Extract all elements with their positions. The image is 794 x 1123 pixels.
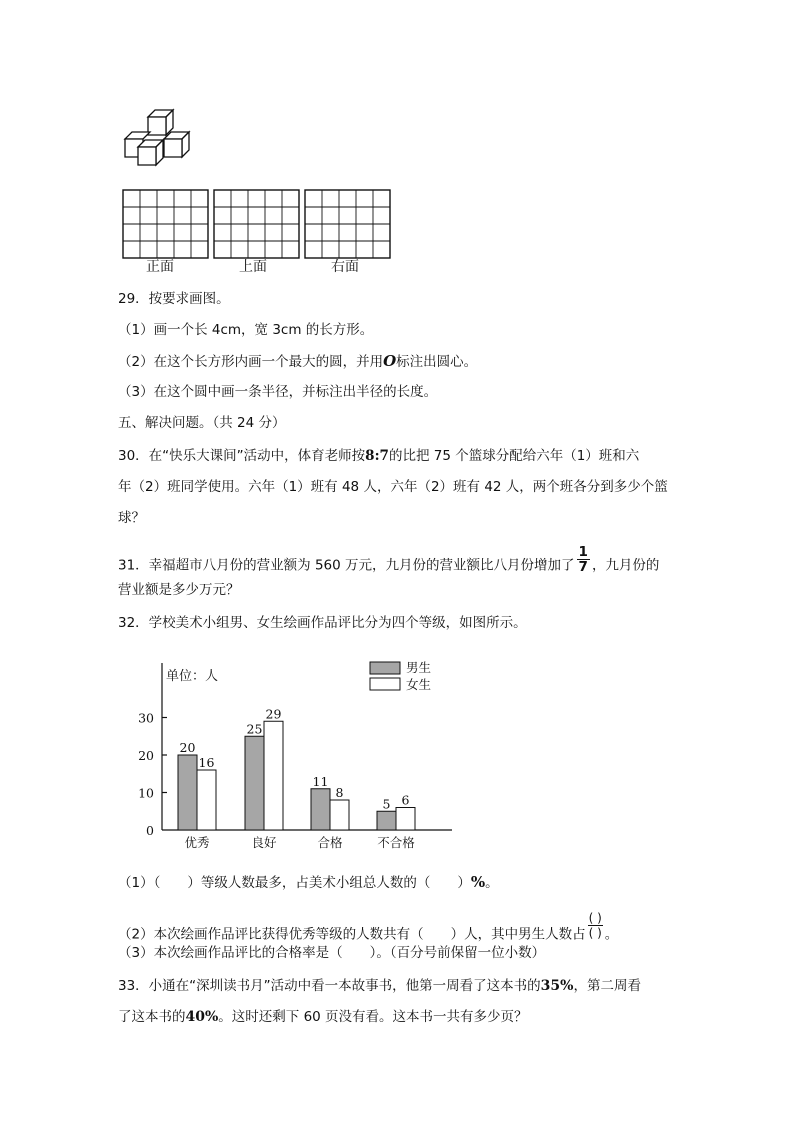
y-tick-label-3: 30	[138, 710, 154, 726]
top-view-label: 上面	[239, 259, 267, 275]
q29-line3: （3）在这个圆中画一条半径，并标注出半径的长度。	[118, 384, 438, 400]
q30-line1-text-a: 30．在“快乐大课间”活动中，体育老师按	[118, 448, 366, 464]
q32-title: 32．学校美术小组男、女生绘画作品评比分为四个等级，如图所示。	[118, 615, 527, 631]
q29-line1: （1）画一个长 4cm，宽 3cm 的长方形。	[118, 322, 374, 338]
q29-line2	[118, 351, 477, 372]
cube-figure	[118, 103, 208, 171]
data-label-girls-0: 16	[198, 755, 215, 770]
legend-swatch-girls	[370, 678, 400, 690]
q31-line1	[118, 544, 660, 580]
q33-line2-text-b: 。这时还剩下 60 页没有看。这本书一共有多少页？	[218, 1009, 528, 1025]
q33-line1	[118, 976, 641, 996]
q31-line1-text-b: ，九月份的	[591, 557, 660, 574]
bar-girls-0	[197, 770, 216, 830]
chart-unit-label: 单位：人	[166, 669, 219, 684]
q33-line2	[118, 1007, 528, 1027]
q30-line1	[118, 446, 639, 466]
y-tick-label-2: 20	[138, 748, 154, 763]
bar-boys-1	[245, 736, 264, 830]
q31-fraction-denominator: 7	[578, 559, 588, 575]
legend-swatch-boys	[370, 662, 400, 674]
category-label-3: 不合格	[377, 835, 415, 850]
data-label-boys-2: 11	[312, 773, 329, 789]
q30-line3: 球？	[118, 510, 145, 526]
data-label-girls-1: 29	[265, 706, 282, 722]
q31-line2: 营业额是多少万元？	[118, 582, 240, 598]
q29-title: 29．按要求画图。	[118, 291, 230, 307]
bar-boys-0	[178, 755, 197, 830]
data-label-boys-0: 20	[179, 740, 196, 755]
section5-title: 五、解决问题。（共 24 分）	[118, 415, 286, 431]
ratio-value: 8:7	[365, 448, 389, 464]
legend-label-boys: 男生	[406, 660, 432, 675]
percent-sign: %	[470, 873, 486, 891]
q32-sub3: （3）本次绘画作品评比的合格率是（ ）。（百分号前保留一位小数）	[118, 945, 546, 961]
q32-blank-fraction	[588, 911, 603, 940]
data-label-girls-3: 6	[401, 792, 410, 808]
q33-line1-text-b: ，第二周看	[573, 978, 641, 994]
q31-fraction	[577, 545, 590, 574]
y-tick-label-0: 0	[146, 823, 154, 838]
y-tick-label-1: 10	[138, 785, 154, 801]
q29-line2-text-a: （2）在这个长方形内画一个最大的圆，并用	[118, 354, 384, 370]
category-label-1: 良好	[251, 835, 277, 850]
front-view-grid	[123, 190, 208, 258]
q30-line1-text-b: 的比把 75 个篮球分配给六年（1）班和六	[388, 448, 640, 464]
category-label-0: 优秀	[184, 835, 210, 850]
bar-girls-1	[264, 721, 283, 830]
q33-line1-text-a: 33．小通在“深圳读书月”活动中看一本故事书，他第一周看了这本书的	[118, 978, 541, 994]
q31-fraction-numerator: 1	[578, 544, 588, 560]
q32-sub2-text-b: 。	[604, 926, 619, 943]
bar-boys-3	[377, 811, 396, 830]
bar-chart	[130, 655, 460, 855]
front-view-label: 正面	[146, 259, 174, 275]
percent-40: 40%	[185, 1009, 219, 1025]
legend-label-girls: 女生	[406, 677, 432, 692]
right-view-grid	[305, 190, 390, 258]
data-label-boys-3: 5	[382, 796, 391, 812]
blank-numerator: ( )	[588, 911, 602, 925]
q32-sub2-text-a: （2）本次绘画作品评比获得优秀等级的人数共有（ ）人，其中男生人数占	[118, 926, 586, 943]
bar-girls-2	[330, 800, 349, 830]
circle-center-symbol: O	[383, 352, 397, 370]
q30-line2: 年（2）班同学使用。六年（1）班有 48 人，六年（2）班有 42 人，两个班各分到多少个篮	[118, 479, 668, 495]
q29-line2-text-b: 标注出圆心。	[396, 354, 478, 370]
right-view-label: 右面	[331, 259, 359, 275]
view-grids	[120, 188, 394, 260]
q32-sub1-text-b: 。	[485, 875, 499, 891]
top-view-grid	[214, 190, 299, 258]
q33-line2-text-a: 了这本书的	[118, 1009, 186, 1025]
q32-sub1-text-a: （1）（ ）等级人数最多，占美术小组总人数的（ ）	[118, 875, 471, 891]
blank-denominator: ( )	[588, 926, 602, 940]
percent-35: 35%	[540, 978, 574, 994]
q31-line1-text-a: 31．幸福超市八月份的营业额为 560 万元，九月份的营业额比八月份增加了	[118, 557, 575, 574]
bar-girls-3	[396, 808, 415, 831]
category-label-2: 合格	[317, 835, 343, 850]
data-label-boys-1: 25	[246, 721, 263, 737]
bar-boys-2	[311, 789, 330, 830]
data-label-girls-2: 8	[335, 785, 344, 800]
q32-sub1	[118, 872, 499, 893]
